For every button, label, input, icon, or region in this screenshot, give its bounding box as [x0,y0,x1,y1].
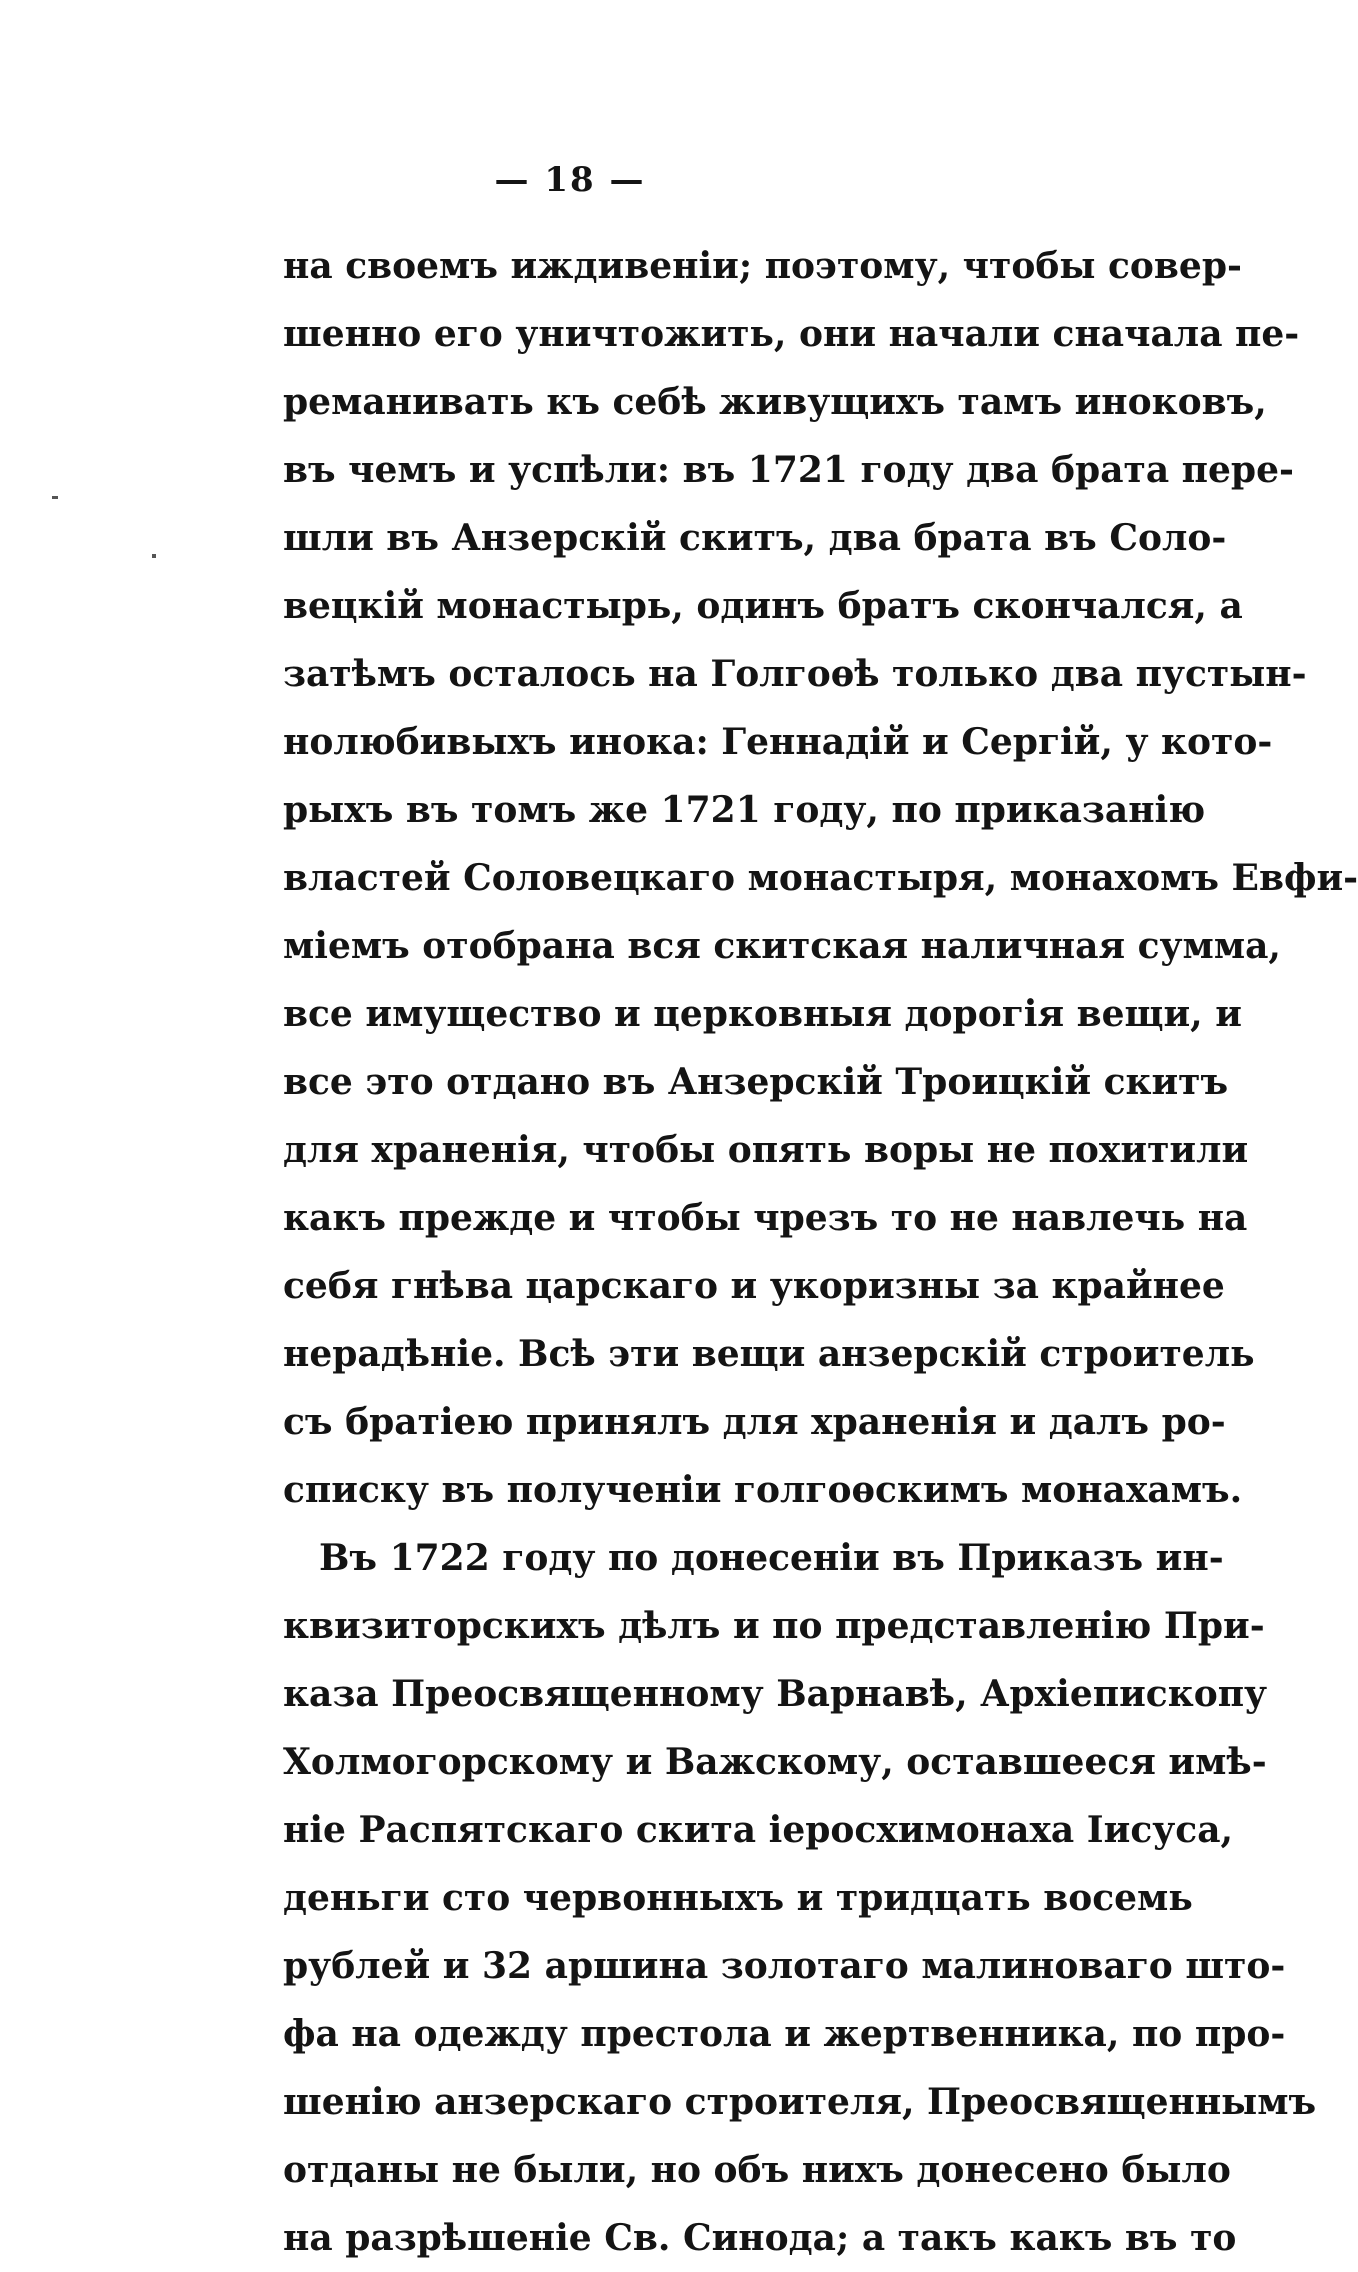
text-line: отданы не были, но объ нихъ донесено было [283,2149,1231,2191]
text-line: въ чемъ и успѣли: въ 1721 году два брата пере- [283,449,1294,491]
text-line: затѣмъ осталось на Голгоѳѣ только два пустын- [283,653,1307,695]
text-line: нерадѣніе. Всѣ эти вещи анзерскій строитель [283,1333,1255,1375]
text-line: на своемъ иждивеніи; поэтому, чтобы совер- [283,245,1242,287]
text-line: вецкій монастырь, одинъ братъ скончался, а [283,585,1243,627]
text-line: ніе Распятскаго скита іеросхимонаха Іисуса, [283,1809,1234,1851]
text-line: все имущество и церковныя дорогія вещи, и [283,993,1242,1035]
text-line: нолюбивыхъ инока: Геннадій и Сергій, у кото- [283,721,1273,763]
text-line: квизиторскихъ дѣлъ и по представленію При- [283,1605,1265,1647]
text-line: рублей и 32 аршина золотаго малиноваго што- [283,1945,1286,1987]
text-line: на разрѣшеніе Св. Синода; а такъ какъ въ то [283,2217,1237,2259]
text-line: шенію анзерскаго строителя, Преосвященнымъ [283,2081,1317,2123]
text-line: властей Соловецкаго монастыря, монахомъ Евфи- [283,857,1358,899]
margin-mark [52,496,58,499]
text-line: деньги сто червонныхъ и тридцать восемь [283,1877,1193,1919]
text-line: рыхъ въ томъ же 1721 году, по приказанію [283,789,1206,831]
text-line: себя гнѣва царскаго и укоризны за крайнее [283,1265,1225,1307]
text-line: реманивать къ себѣ живущихъ тамъ иноковъ, [283,381,1267,423]
text-line: съ братіею принялъ для храненія и далъ ро- [283,1401,1226,1443]
text-line: шли въ Анзерскій скитъ, два брата въ Соло- [283,517,1227,559]
margin-mark [152,554,156,558]
body-text [283,232,1358,2272]
page-number: — 18 — [494,160,646,200]
text-line: для храненія, чтобы опять воры не похитили [283,1129,1249,1171]
text-line: каза Преосвященному Варнавѣ, Архіепископу [283,1673,1268,1715]
text-line: Въ 1722 году по донесеніи въ Приказъ ин- [319,1537,1224,1579]
text-line: міемъ отобрана вся скитская наличная сумма, [283,925,1281,967]
text-line: списку въ полученіи голгоѳскимъ монахамъ. [283,1469,1243,1511]
text-line: какъ прежде и чтобы чрезъ то не навлечь на [283,1197,1248,1239]
text-line: все это отдано въ Анзерскій Троицкій скитъ [283,1061,1229,1103]
text-line: Холмогорскому и Важскому, оставшееся имѣ- [283,1741,1267,1783]
text-line: фа на одежду престола и жертвенника, по про- [283,2013,1286,2055]
text-line: шенно его уничтожить, они начали сначала пе- [283,313,1300,355]
